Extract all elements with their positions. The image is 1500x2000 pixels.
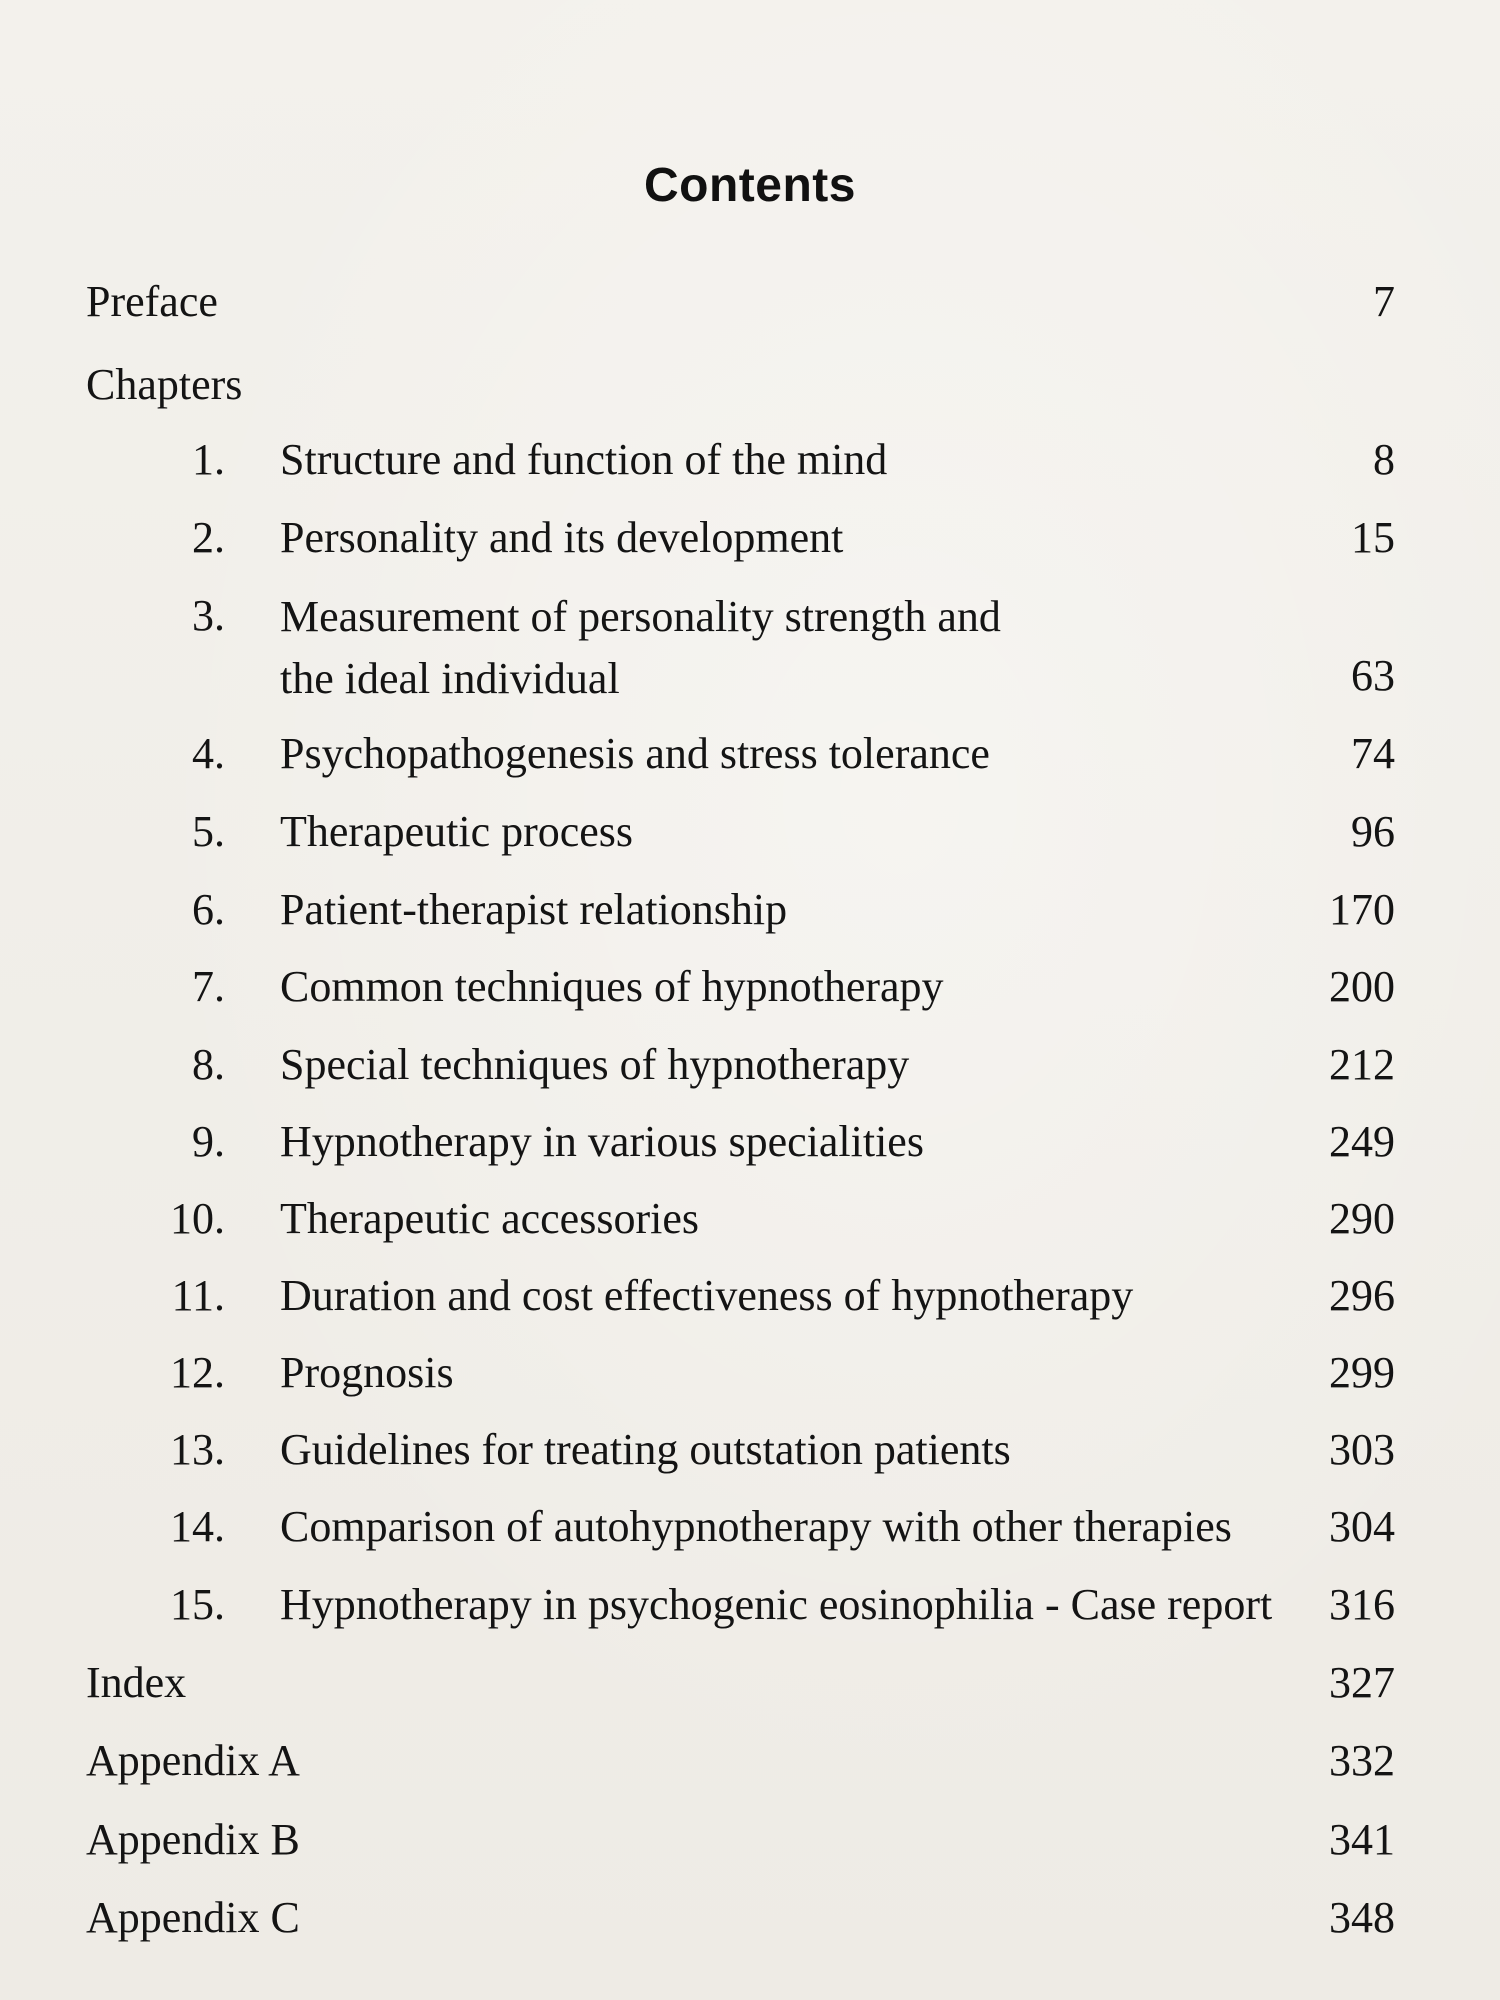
chapter-number: 9. bbox=[192, 1117, 225, 1166]
entry-page-number: 15 bbox=[1351, 513, 1395, 562]
toc-entry-chapter-10[interactable] bbox=[0, 1189, 1500, 1249]
entry-title-line-1: Measurement of personality strength and bbox=[280, 592, 1001, 641]
entry-title: Therapeutic process bbox=[280, 807, 634, 856]
toc-entry-chapter-8[interactable] bbox=[0, 1035, 1500, 1095]
toc-entry-chapter-11[interactable] bbox=[0, 1266, 1500, 1326]
entry-page-number: 303 bbox=[1329, 1425, 1395, 1474]
entry-title: Prognosis bbox=[280, 1348, 454, 1397]
entry-page-number: 316 bbox=[1329, 1580, 1395, 1629]
chapter-number: 2. bbox=[192, 513, 225, 562]
entry-title: Appendix C bbox=[86, 1893, 300, 1942]
entry-page-number: 7 bbox=[1373, 277, 1395, 326]
toc-entry-chapter-13[interactable] bbox=[0, 1420, 1500, 1480]
entry-title: Structure and function of the mind bbox=[280, 435, 888, 484]
chapter-number: 11. bbox=[171, 1271, 225, 1320]
entry-title: Comparison of autohypnotherapy with other therapies bbox=[280, 1502, 1232, 1551]
chapter-number: 3. bbox=[192, 591, 225, 640]
entry-page-number: 170 bbox=[1329, 885, 1395, 934]
entry-title: Appendix A bbox=[86, 1736, 300, 1785]
entry-title: Duration and cost effectiveness of hypnotherapy bbox=[280, 1271, 1134, 1320]
entry-title bbox=[280, 586, 1001, 710]
entry-title: Preface bbox=[86, 277, 218, 326]
toc-entry-chapter-4[interactable] bbox=[0, 724, 1500, 784]
entry-title: Special techniques of hypnotherapy bbox=[280, 1040, 910, 1089]
chapter-number: 13. bbox=[170, 1425, 225, 1474]
chapter-number: 1. bbox=[192, 435, 225, 484]
toc-entry-appendix-a[interactable] bbox=[0, 1731, 1500, 1791]
entry-page-number: 74 bbox=[1351, 729, 1395, 778]
chapter-number: 14. bbox=[170, 1502, 225, 1551]
toc-entry-chapter-15[interactable] bbox=[0, 1575, 1500, 1635]
entry-page-number: 249 bbox=[1329, 1117, 1395, 1166]
toc-entry-chapter-7[interactable] bbox=[0, 957, 1500, 1017]
entry-page-number: 299 bbox=[1329, 1348, 1395, 1397]
entry-page-number: 200 bbox=[1329, 962, 1395, 1011]
chapter-number: 6. bbox=[192, 885, 225, 934]
entry-title: Therapeutic accessories bbox=[280, 1194, 699, 1243]
page-title: Contents bbox=[644, 159, 856, 212]
entry-title: Psychopathogenesis and stress tolerance bbox=[280, 729, 990, 778]
chapter-number: 10. bbox=[170, 1194, 225, 1243]
section-heading: Chapters bbox=[86, 360, 243, 409]
entry-page-number: 63 bbox=[1351, 651, 1395, 700]
entry-page-number: 304 bbox=[1329, 1502, 1395, 1551]
toc-entry-chapter-14[interactable] bbox=[0, 1497, 1500, 1557]
entry-title-line-2: the ideal individual bbox=[280, 654, 620, 703]
chapter-number: 8. bbox=[192, 1040, 225, 1089]
chapter-number: 5. bbox=[192, 807, 225, 856]
toc-entry-chapter-3[interactable] bbox=[0, 586, 1500, 706]
toc-entry-appendix-c[interactable] bbox=[0, 1888, 1500, 1948]
entry-page-number: 341 bbox=[1329, 1815, 1395, 1864]
entry-page-number: 296 bbox=[1329, 1271, 1395, 1320]
toc-entry-appendix-b[interactable] bbox=[0, 1810, 1500, 1870]
chapter-number: 15. bbox=[170, 1580, 225, 1629]
chapters-heading bbox=[0, 355, 1500, 415]
toc-entry-chapter-1[interactable] bbox=[0, 430, 1500, 490]
toc-entry-chapter-6[interactable] bbox=[0, 880, 1500, 940]
entry-title: Hypnotherapy in various specialities bbox=[280, 1117, 924, 1166]
toc-entry-chapter-9[interactable] bbox=[0, 1112, 1500, 1172]
entry-page-number: 332 bbox=[1329, 1736, 1395, 1785]
entry-title: Personality and its development bbox=[280, 513, 844, 562]
entry-page-number: 8 bbox=[1373, 435, 1395, 484]
chapter-number: 4. bbox=[192, 729, 225, 778]
toc-entry-preface[interactable] bbox=[0, 272, 1500, 332]
entry-title: Hypnotherapy in psychogenic eosinophilia - Case report bbox=[280, 1580, 1273, 1629]
entry-page-number: 327 bbox=[1329, 1658, 1395, 1707]
entry-title: Appendix B bbox=[86, 1815, 300, 1864]
chapter-number: 7. bbox=[192, 962, 225, 1011]
entry-title: Index bbox=[86, 1658, 187, 1707]
entry-title: Patient-therapist relationship bbox=[280, 885, 788, 934]
entry-page-number: 290 bbox=[1329, 1194, 1395, 1243]
entry-page-number: 212 bbox=[1329, 1040, 1395, 1089]
toc-entry-index[interactable] bbox=[0, 1653, 1500, 1713]
entry-title: Guidelines for treating outstation patients bbox=[280, 1425, 1011, 1474]
chapter-number: 12. bbox=[170, 1348, 225, 1397]
toc-entry-chapter-2[interactable] bbox=[0, 508, 1500, 568]
toc-entry-chapter-5[interactable] bbox=[0, 802, 1500, 862]
entry-page-number: 96 bbox=[1351, 807, 1395, 856]
entry-page-number: 348 bbox=[1329, 1893, 1395, 1942]
toc-entry-chapter-12[interactable] bbox=[0, 1343, 1500, 1403]
entry-title: Common techniques of hypnotherapy bbox=[280, 962, 944, 1011]
